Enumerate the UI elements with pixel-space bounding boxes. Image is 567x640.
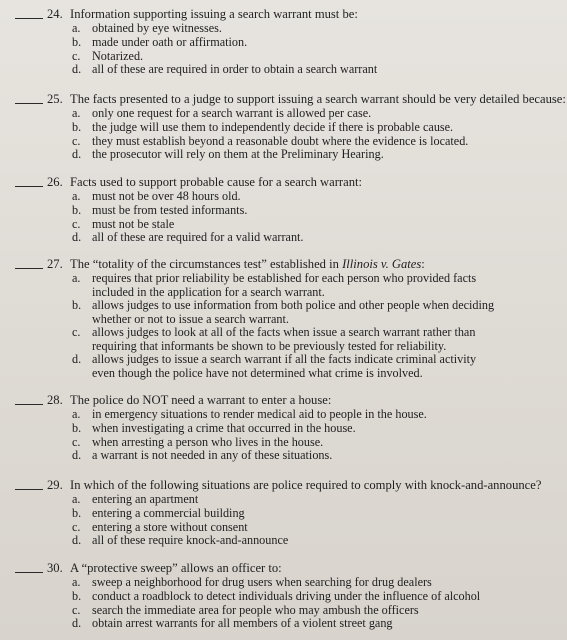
option-text: all of these require knock-and-announce	[92, 533, 289, 548]
option-letter: d.	[72, 62, 82, 77]
option-letter: d.	[72, 147, 82, 162]
option-d	[0, 231, 567, 245]
option-a	[0, 190, 567, 204]
option-text: must not be stale	[92, 216, 175, 231]
option-letter: c.	[72, 133, 81, 148]
question-number: 29.	[47, 478, 63, 492]
option-line-2: even though the police have not determined what crime is involved.	[92, 365, 423, 380]
option-text	[92, 353, 476, 380]
option-text: when arresting a person who lives in the house.	[92, 434, 324, 449]
option-letter: d.	[72, 352, 82, 366]
option-text: conduct a roadblock to detect individuals driving under the influence of alcohol	[92, 588, 481, 603]
question-header	[0, 477, 567, 493]
option-d	[0, 534, 567, 548]
option-line-2: whether or not to issue a search warrant.	[92, 311, 289, 326]
option-c	[0, 436, 567, 450]
option-letter: c.	[72, 216, 81, 231]
answer-blank[interactable]	[15, 572, 43, 573]
option-line-2: requiring that informants be shown to be previously tested for reliability.	[92, 338, 447, 353]
option-letter: c.	[72, 434, 81, 449]
question-number: 24.	[47, 7, 63, 21]
option-text: entering a commercial building	[92, 505, 245, 520]
option-text: when investigating a crime that occurred in the house.	[92, 420, 356, 435]
option-letter: b.	[72, 505, 82, 520]
option-a	[0, 272, 567, 299]
option-b	[0, 36, 567, 50]
option-letter: a.	[72, 271, 81, 285]
option-letter: b.	[72, 202, 82, 217]
question-29	[0, 477, 567, 548]
option-letter: a.	[72, 21, 81, 35]
stem-suffix: :	[421, 257, 425, 271]
question-stem: In which of the following situations are police required to comply with knock-and-announce?	[70, 478, 542, 492]
option-c	[0, 218, 567, 232]
option-text: obtain arrest warrants for all members of a violent street gang	[92, 616, 393, 631]
option-text: a warrant is not needed in any of these situations.	[92, 448, 333, 463]
question-number: 30.	[47, 561, 63, 575]
option-b	[0, 507, 567, 521]
question-header	[0, 6, 567, 22]
option-letter: b.	[72, 34, 82, 49]
question-stem: Information supporting issuing a search warrant must be:	[70, 7, 358, 21]
option-c	[0, 326, 567, 353]
option-letter: d.	[72, 616, 82, 631]
option-line-1: allows judges to look at all of the facts when issue a search warrant rather than	[92, 325, 476, 339]
question-header	[0, 174, 567, 190]
option-text: sweep a neighborhood for drug users when searching for drug dealers	[92, 575, 432, 589]
option-letter: c.	[72, 325, 81, 339]
option-d	[0, 63, 567, 77]
question-header	[0, 91, 567, 107]
case-name: Illinois v. Gates	[342, 257, 422, 271]
question-25	[0, 91, 567, 162]
option-letter: a.	[72, 189, 81, 203]
question-stem: The facts presented to a judge to support issuing a search warrant should be very detailed because:	[70, 92, 566, 106]
question-header	[0, 256, 567, 272]
option-a	[0, 408, 567, 422]
question-number: 25.	[47, 92, 63, 106]
question-stem: The police do NOT need a warrant to enter a house:	[70, 393, 332, 407]
option-line-2: included in the application for a search warrant.	[92, 284, 325, 299]
question-stem: A “protective sweep” allows an officer to:	[70, 561, 282, 575]
option-text: made under oath or affirmation.	[92, 34, 248, 49]
option-d	[0, 148, 567, 162]
question-header	[0, 560, 567, 576]
option-letter: a.	[72, 575, 81, 589]
option-b	[0, 422, 567, 436]
option-letter: a.	[72, 492, 81, 506]
answer-blank[interactable]	[15, 404, 43, 405]
option-letter: c.	[72, 519, 81, 534]
answer-blank[interactable]	[15, 18, 43, 19]
option-c	[0, 604, 567, 618]
option-text: they must establish beyond a reasonable doubt where the evidence is located.	[92, 133, 469, 148]
option-line-1: allows judges to use information from both police and other people when deciding	[92, 298, 495, 312]
option-text: must not be over 48 hours old.	[92, 189, 241, 203]
option-letter: b.	[72, 588, 82, 603]
option-letter: b.	[72, 420, 82, 435]
option-line-1: allows judges to issue a search warrant if all the facts indicate criminal activity	[92, 352, 477, 366]
option-text	[92, 299, 494, 326]
option-text: search the immediate area for people who may ambush the officers	[92, 602, 419, 617]
question-30	[0, 560, 567, 631]
option-a	[0, 107, 567, 121]
question-24	[0, 6, 567, 77]
question-stem: Facts used to support probable cause for a search warrant:	[70, 175, 362, 189]
option-letter: d.	[72, 230, 82, 245]
option-letter: d.	[72, 533, 82, 548]
option-letter: a.	[72, 407, 81, 421]
option-text: in emergency situations to render medical aid to people in the house.	[92, 407, 427, 421]
option-text: all of these are required for a valid warrant.	[92, 230, 304, 245]
option-d	[0, 353, 567, 380]
option-letter: c.	[72, 602, 81, 617]
option-text: entering a store without consent	[92, 519, 248, 534]
question-number: 28.	[47, 393, 63, 407]
option-text: the prosecutor will rely on them at the Preliminary Hearing.	[92, 147, 384, 162]
option-b	[0, 121, 567, 135]
question-header	[0, 392, 567, 408]
question-number: 27.	[47, 257, 63, 271]
option-c	[0, 50, 567, 64]
option-letter: b.	[72, 298, 82, 312]
option-text	[92, 272, 476, 299]
question-number: 26.	[47, 175, 63, 189]
option-c	[0, 135, 567, 149]
question-28	[0, 392, 567, 463]
option-text	[92, 326, 475, 353]
option-a	[0, 576, 567, 590]
answer-blank[interactable]	[15, 186, 43, 187]
option-a	[0, 22, 567, 36]
option-b	[0, 590, 567, 604]
option-b	[0, 299, 567, 326]
option-letter: c.	[72, 48, 81, 63]
option-line-1: requires that prior reliability be established for each person who provided facts	[92, 271, 477, 285]
option-c	[0, 521, 567, 535]
option-a	[0, 493, 567, 507]
question-26	[0, 174, 567, 245]
answer-blank[interactable]	[15, 103, 43, 104]
option-text: all of these are required in order to obtain a search warrant	[92, 62, 378, 77]
option-d	[0, 449, 567, 463]
option-text: the judge will use them to independently decide if there is probable cause.	[92, 119, 454, 134]
option-letter: d.	[72, 448, 82, 463]
option-text: must be from tested informants.	[92, 202, 248, 217]
option-b	[0, 204, 567, 218]
question-stem	[70, 256, 425, 272]
question-27	[0, 256, 567, 380]
option-letter: b.	[72, 119, 82, 134]
option-letter: a.	[72, 106, 81, 120]
option-text: Notarized.	[92, 48, 144, 63]
stem-prefix: The “totality of the circumstances test” established in	[70, 257, 343, 271]
option-text: only one request for a search warrant is allowed per case.	[92, 106, 372, 120]
option-text: entering an apartment	[92, 492, 199, 506]
answer-blank[interactable]	[15, 489, 43, 490]
option-text: obtained by eye witnesses.	[92, 21, 222, 35]
option-d	[0, 617, 567, 631]
answer-blank[interactable]	[15, 268, 43, 269]
